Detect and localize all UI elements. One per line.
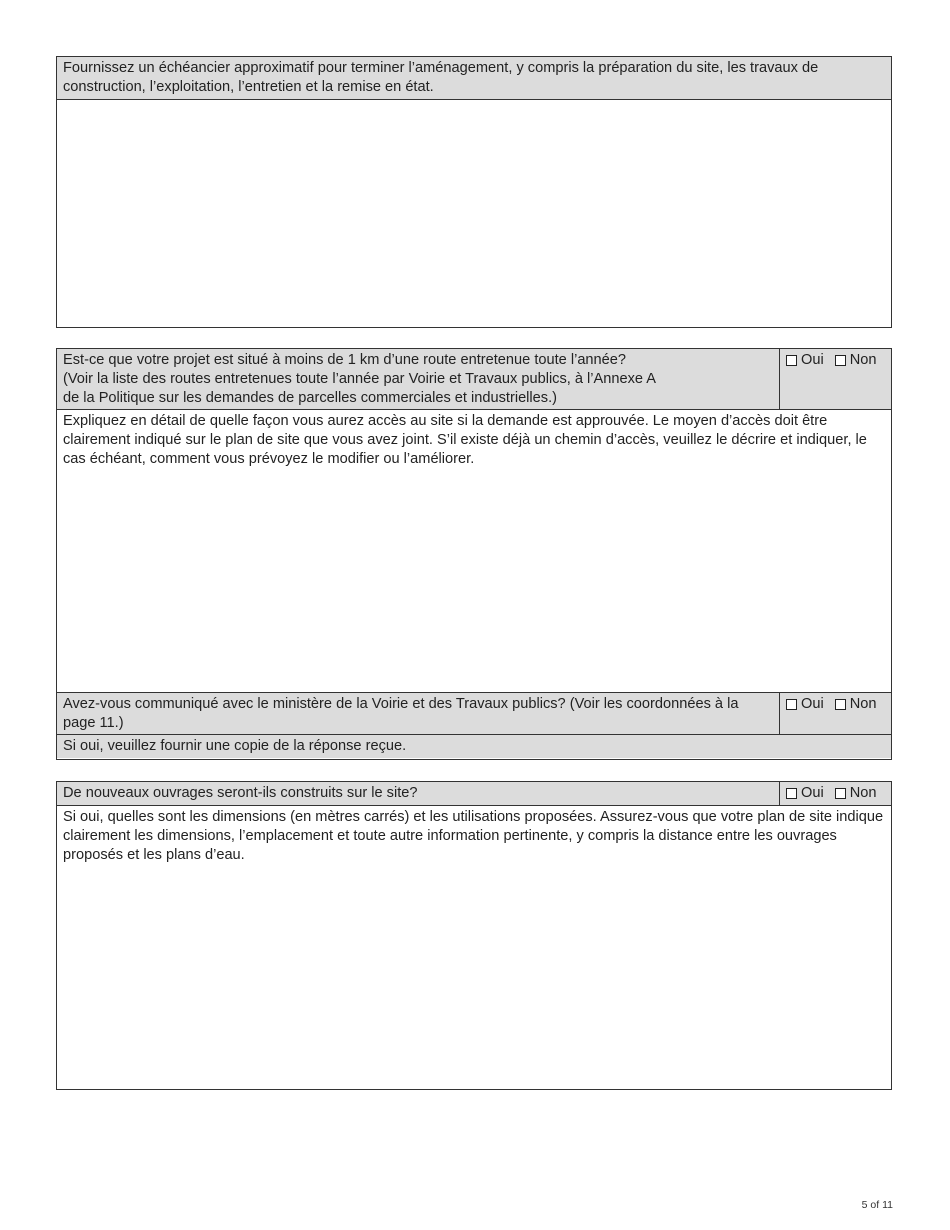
access-explain-block [57,410,891,693]
road-distance-question [57,349,779,409]
new-structures-yes-label: Oui [801,785,824,801]
structures-explain-text: Si oui, quelles sont les dimensions (en mètres carrés) et les utilisations proposées. Assurez-vous que votre plan de site indique clairement les dimensions, l’emplacement et toute autre information pertinente, y compris la distance entre les ouvrages proposés et les plans d’eau. [63,809,884,863]
page-number: 5 of 11 [861,1199,893,1211]
road-distance-question-line3: de la Politique sur les demandes de parcelles commerciales et industrielles.) [63,390,557,406]
access-answer-field[interactable] [57,471,891,671]
ministry-contact-no-checkbox[interactable] [835,695,877,714]
road-access-section [56,348,892,760]
structures-answer-field[interactable] [57,867,891,1082]
new-structures-section [56,781,892,1090]
road-distance-question-line1: Est-ce que votre projet est situé à moins de 1 km d’une route entretenue toute l’année? [63,352,627,368]
new-structures-choice [779,782,891,805]
road-distance-yes-checkbox[interactable] [786,351,824,370]
ministry-contact-yes-label: Oui [801,696,824,712]
schedule-section [56,56,892,328]
new-structures-question-row [57,782,891,806]
road-distance-yes-label: Oui [801,352,824,368]
checkbox-square-icon[interactable] [835,699,846,710]
checkbox-square-icon[interactable] [835,788,846,799]
ministry-contact-no-label: Non [849,696,877,712]
road-distance-choice [779,349,891,409]
road-distance-no-label: Non [849,352,877,368]
ministry-response-note: Si oui, veuillez fournir une copie de la réponse reçue. [57,735,891,758]
checkbox-square-icon[interactable] [786,699,797,710]
checkbox-square-icon[interactable] [835,355,846,366]
checkbox-square-icon[interactable] [786,788,797,799]
road-distance-question-row [57,349,891,410]
new-structures-no-label: Non [849,785,877,801]
schedule-question: Fournissez un échéancier approximatif pour terminer l’aménagement, y compris la préparation du site, les travaux de construction, l’exploitation, l’entretien et la remise en état. [57,57,891,100]
ministry-contact-yes-checkbox[interactable] [786,695,824,714]
road-distance-question-line2: (Voir la liste des routes entretenues toute l’année par Voirie et Travaux publics, à l’Annexe A [63,371,657,387]
ministry-contact-question: Avez-vous communiqué avec le ministère de la Voirie et des Travaux publics? (Voir les coordonnées à la page 11.) [63,696,739,731]
road-distance-no-checkbox[interactable] [835,351,877,370]
new-structures-yes-checkbox[interactable] [786,784,824,803]
ministry-contact-choice [779,693,891,734]
ministry-contact-question-row [57,693,891,735]
new-structures-question: De nouveaux ouvrages seront-ils construits sur le site? [63,785,418,801]
checkbox-square-icon[interactable] [786,355,797,366]
new-structures-no-checkbox[interactable] [835,784,877,803]
schedule-answer-field[interactable] [57,100,891,325]
access-explain-text: Expliquez en détail de quelle façon vous aurez accès au site si la demande est approuvée. Le moyen d’accès doit être clairement indiqué sur le plan de site que vous avez joint. S’il existe déjà un chemin d’accès, veuillez le décrire et indiquer, le cas échéant, comment vous prévoyez le modifier ou l’améliorer. [63,413,867,467]
